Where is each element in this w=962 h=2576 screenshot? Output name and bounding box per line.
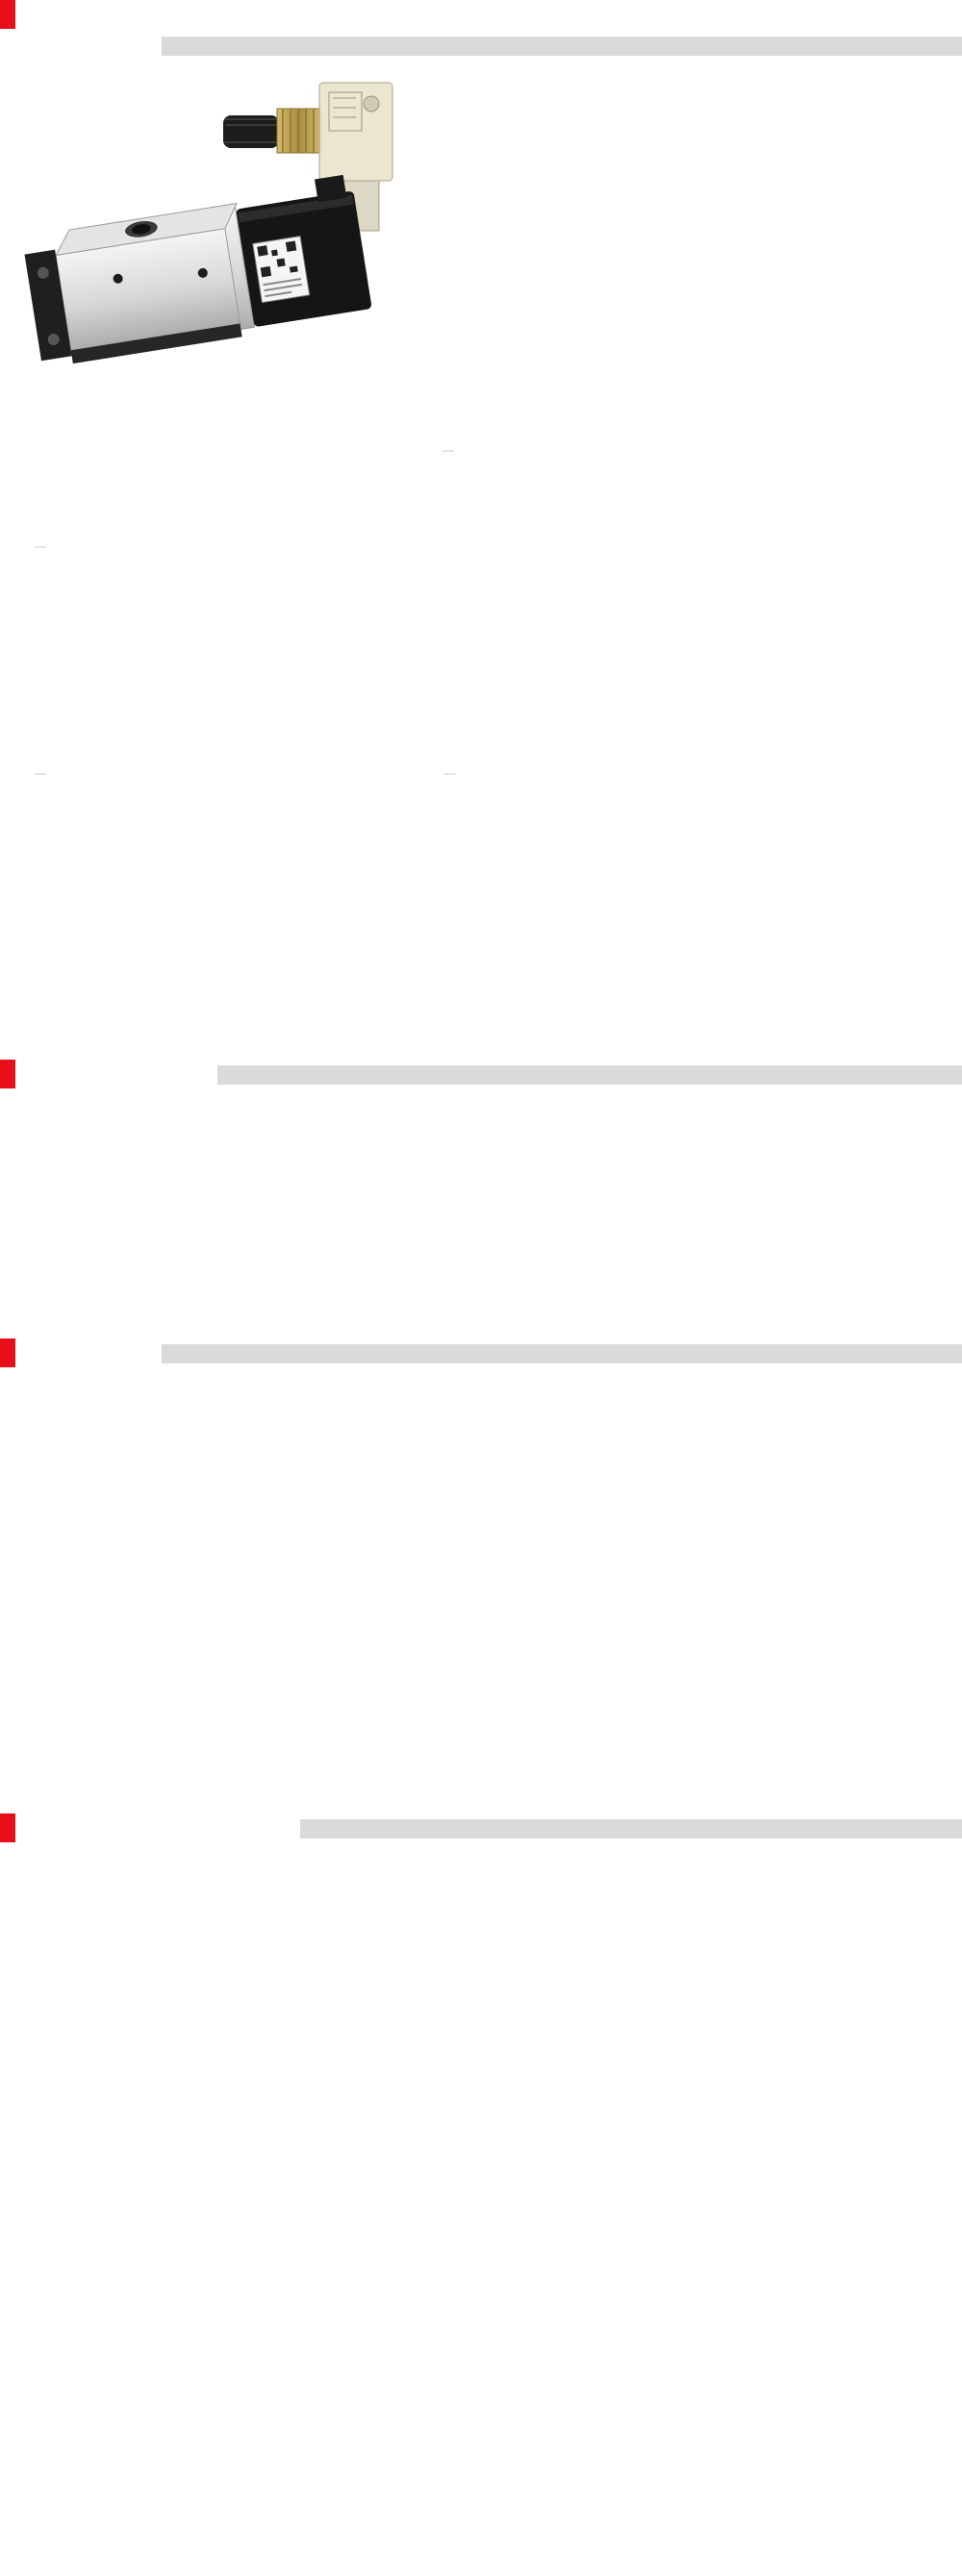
electrical-heading (443, 450, 454, 452)
dim-drawing-3v110-din (6, 1892, 477, 2181)
dim-drawing-3v120-wire (484, 2217, 955, 2569)
flow-chart (443, 829, 952, 1007)
symbols-heading (35, 546, 46, 548)
model-code-diagram (19, 1098, 943, 1324)
internal-structure-3v120 (473, 1394, 897, 1575)
section-accent-block (0, 1338, 15, 1367)
dim-drawing-3v110-wire (484, 1892, 955, 2181)
section-title-bar (162, 1344, 962, 1363)
dim-drawing-3v120-din (6, 2217, 477, 2569)
section-title-bar (162, 37, 962, 56)
flow-heading (444, 773, 456, 775)
features-heading (35, 773, 46, 775)
section-accent-block (0, 1060, 15, 1088)
section-title-bar (300, 1819, 962, 1838)
section-accent-block (0, 0, 15, 29)
product-photo (10, 65, 414, 436)
valve-body-illustration (20, 174, 373, 369)
internal-structure-3v110 (53, 1394, 467, 1575)
section-accent-block (0, 1813, 15, 1842)
section-title-bar (217, 1065, 962, 1085)
